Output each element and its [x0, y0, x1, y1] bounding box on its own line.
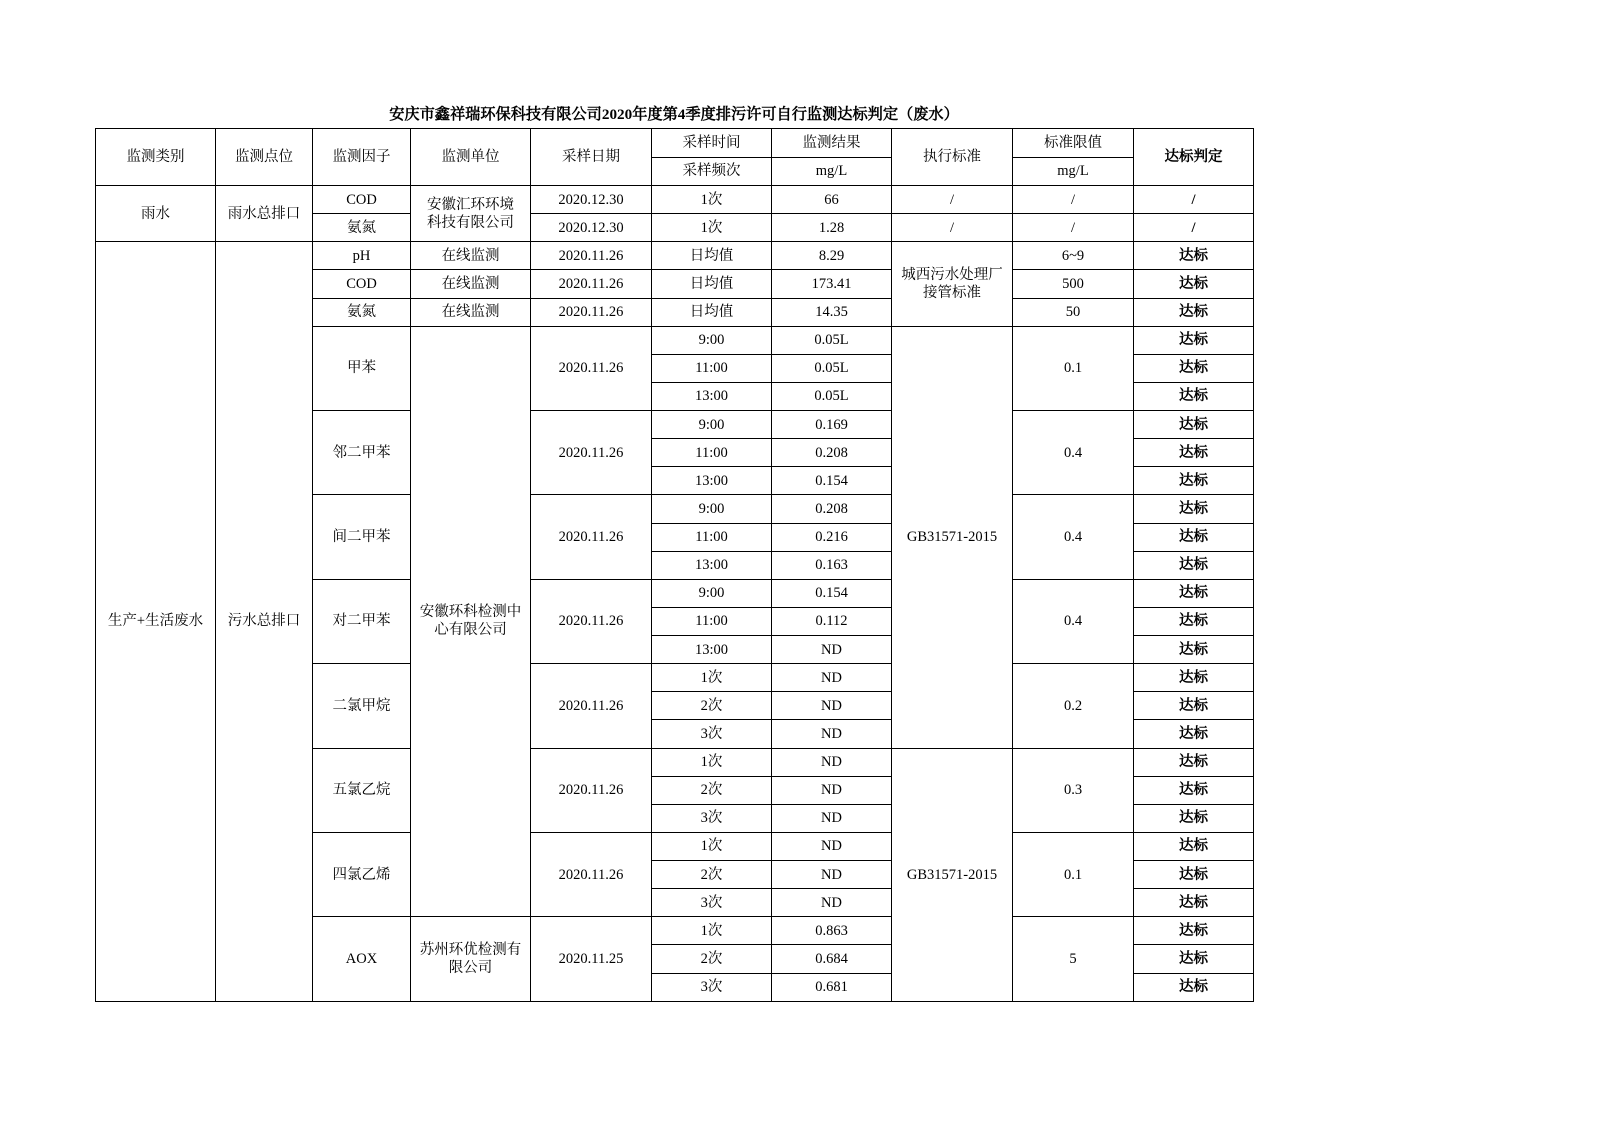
- result-cell: 0.216: [772, 523, 892, 551]
- result-cell: 0.169: [772, 411, 892, 439]
- factor-cell: 四氯乙烯: [313, 832, 411, 916]
- result-cell: 0.163: [772, 551, 892, 579]
- factor-cell: 氨氮: [313, 214, 411, 242]
- time-cell: 日均值: [652, 298, 772, 326]
- result-cell: 0.05L: [772, 382, 892, 410]
- factor-cell: 氨氮: [313, 298, 411, 326]
- date-cell: 2020.11.26: [531, 298, 652, 326]
- result-cell: ND: [772, 832, 892, 860]
- judgement-cell: 达标: [1134, 945, 1254, 973]
- judgement-cell: 达标: [1134, 354, 1254, 382]
- result-cell: 66: [772, 186, 892, 214]
- result-cell: 8.29: [772, 242, 892, 270]
- result-cell: ND: [772, 804, 892, 832]
- table-row: [96, 186, 1254, 214]
- judgement-cell: 达标: [1134, 523, 1254, 551]
- org-cell: 在线监测: [411, 270, 531, 298]
- date-cell: 2020.11.26: [531, 326, 652, 410]
- time-cell: 1次: [652, 917, 772, 945]
- standard-cell: GB31571-2015: [892, 748, 1013, 1001]
- date-cell: 2020.11.26: [531, 495, 652, 579]
- judgement-cell: 达标: [1134, 242, 1254, 270]
- column-header-factor: 监测因子: [313, 129, 411, 186]
- result-cell: 0.05L: [772, 354, 892, 382]
- judgement-cell: 达标: [1134, 439, 1254, 467]
- column-header-category: 监测类别: [96, 129, 216, 186]
- factor-cell: 邻二甲苯: [313, 411, 411, 495]
- org-cell: 在线监测: [411, 242, 531, 270]
- time-cell: 11:00: [652, 523, 772, 551]
- date-cell: 2020.11.26: [531, 270, 652, 298]
- time-cell: 1次: [652, 664, 772, 692]
- date-cell: 2020.11.26: [531, 579, 652, 663]
- column-header-result-unit: mg/L: [772, 157, 892, 186]
- standard-cell: GB31571-2015: [892, 326, 1013, 748]
- time-cell: 日均值: [652, 270, 772, 298]
- judgement-cell: /: [1134, 214, 1254, 242]
- limit-cell: 0.2: [1013, 664, 1134, 748]
- judgement-cell: 达标: [1134, 720, 1254, 748]
- standard-text: 城西污水处理厂接管标准: [901, 266, 1003, 301]
- point-cell: 雨水总排口: [216, 186, 313, 242]
- judgement-cell: 达标: [1134, 607, 1254, 635]
- time-cell: 日均值: [652, 242, 772, 270]
- result-cell: 0.208: [772, 495, 892, 523]
- time-cell: 3次: [652, 973, 772, 1001]
- standard-cell: /: [892, 214, 1013, 242]
- result-cell: ND: [772, 861, 892, 889]
- judgement-cell: 达标: [1134, 776, 1254, 804]
- column-header-limit-unit: mg/L: [1013, 157, 1134, 186]
- judgement-cell: 达标: [1134, 861, 1254, 889]
- time-cell: 11:00: [652, 439, 772, 467]
- result-cell: 0.05L: [772, 326, 892, 354]
- result-cell: 14.35: [772, 298, 892, 326]
- header-row: [96, 129, 1254, 158]
- result-cell: 0.684: [772, 945, 892, 973]
- time-cell: 9:00: [652, 411, 772, 439]
- judgement-cell: 达标: [1134, 467, 1254, 495]
- date-cell: 2020.11.26: [531, 411, 652, 495]
- time-cell: 1次: [652, 748, 772, 776]
- result-cell: 0.154: [772, 579, 892, 607]
- result-cell: ND: [772, 889, 892, 917]
- result-cell: ND: [772, 720, 892, 748]
- column-header-org: 监测单位: [411, 129, 531, 186]
- judgement-cell: 达标: [1134, 382, 1254, 410]
- limit-cell: 6~9: [1013, 242, 1134, 270]
- column-header-limit: 标准限值: [1013, 129, 1134, 158]
- judgement-cell: 达标: [1134, 270, 1254, 298]
- column-header-standard: 执行标准: [892, 129, 1013, 186]
- result-cell: ND: [772, 776, 892, 804]
- result-cell: 0.154: [772, 467, 892, 495]
- result-cell: 0.208: [772, 439, 892, 467]
- column-header-date: 采样日期: [531, 129, 652, 186]
- column-header-judgement: 达标判定: [1134, 129, 1254, 186]
- time-cell: 2次: [652, 692, 772, 720]
- date-cell: 2020.11.25: [531, 917, 652, 1001]
- monitoring-table: [95, 128, 1254, 1002]
- limit-cell: 0.1: [1013, 832, 1134, 916]
- time-cell: 1次: [652, 186, 772, 214]
- time-cell: 1次: [652, 832, 772, 860]
- result-cell: 0.863: [772, 917, 892, 945]
- time-cell: 13:00: [652, 467, 772, 495]
- time-cell: 3次: [652, 889, 772, 917]
- time-cell: 11:00: [652, 607, 772, 635]
- judgement-cell: 达标: [1134, 326, 1254, 354]
- date-cell: 2020.11.26: [531, 664, 652, 748]
- category-cell: 生产+生活废水: [96, 242, 216, 1001]
- result-cell: 1.28: [772, 214, 892, 242]
- standard-cell: [892, 242, 1013, 326]
- limit-cell: /: [1013, 186, 1134, 214]
- time-cell: 2次: [652, 861, 772, 889]
- judgement-cell: 达标: [1134, 832, 1254, 860]
- judgement-cell: 达标: [1134, 579, 1254, 607]
- org-cell: 在线监测: [411, 298, 531, 326]
- point-cell: 污水总排口: [216, 242, 313, 1001]
- judgement-cell: 达标: [1134, 495, 1254, 523]
- factor-cell: 甲苯: [313, 326, 411, 410]
- time-cell: 9:00: [652, 326, 772, 354]
- time-cell: 3次: [652, 720, 772, 748]
- factor-cell: COD: [313, 270, 411, 298]
- result-cell: ND: [772, 692, 892, 720]
- result-cell: ND: [772, 636, 892, 664]
- date-cell: 2020.12.30: [531, 214, 652, 242]
- judgement-cell: 达标: [1134, 804, 1254, 832]
- judgement-cell: 达标: [1134, 298, 1254, 326]
- org-text: 安徽汇环环境科技有限公司: [426, 196, 514, 231]
- judgement-cell: 达标: [1134, 664, 1254, 692]
- time-cell: 13:00: [652, 636, 772, 664]
- column-header-frequency: 采样频次: [652, 157, 772, 186]
- limit-cell: /: [1013, 214, 1134, 242]
- time-cell: 2次: [652, 945, 772, 973]
- date-cell: 2020.11.26: [531, 832, 652, 916]
- limit-cell: 50: [1013, 298, 1134, 326]
- judgement-cell: 达标: [1134, 748, 1254, 776]
- column-header-result: 监测结果: [772, 129, 892, 158]
- judgement-cell: 达标: [1134, 411, 1254, 439]
- time-cell: 3次: [652, 804, 772, 832]
- result-cell: 0.112: [772, 607, 892, 635]
- date-cell: 2020.11.26: [531, 242, 652, 270]
- limit-cell: 0.3: [1013, 748, 1134, 832]
- limit-cell: 0.4: [1013, 411, 1134, 495]
- factor-cell: 对二甲苯: [313, 579, 411, 663]
- time-cell: 2次: [652, 776, 772, 804]
- standard-cell: /: [892, 186, 1013, 214]
- table-row: [96, 242, 1254, 270]
- judgement-cell: 达标: [1134, 917, 1254, 945]
- factor-cell: 五氯乙烷: [313, 748, 411, 832]
- time-cell: 9:00: [652, 579, 772, 607]
- org-cell: [411, 186, 531, 242]
- factor-cell: AOX: [313, 917, 411, 1001]
- column-header-point: 监测点位: [216, 129, 313, 186]
- time-cell: 13:00: [652, 382, 772, 410]
- factor-cell: 间二甲苯: [313, 495, 411, 579]
- factor-cell: 二氯甲烷: [313, 664, 411, 748]
- limit-cell: 500: [1013, 270, 1134, 298]
- org-text: 安徽环科检测中心有限公司: [419, 604, 522, 639]
- judgement-cell: 达标: [1134, 636, 1254, 664]
- limit-cell: 5: [1013, 917, 1134, 1001]
- date-cell: 2020.11.26: [531, 748, 652, 832]
- result-cell: ND: [772, 664, 892, 692]
- limit-cell: 0.4: [1013, 495, 1134, 579]
- result-cell: ND: [772, 748, 892, 776]
- time-cell: 13:00: [652, 551, 772, 579]
- category-cell: 雨水: [96, 186, 216, 242]
- judgement-cell: 达标: [1134, 551, 1254, 579]
- result-cell: 0.681: [772, 973, 892, 1001]
- limit-cell: 0.4: [1013, 579, 1134, 663]
- page-title: 安庆市鑫祥瑞环保科技有限公司2020年度第4季度排污许可自行监测达标判定（废水）: [389, 106, 959, 123]
- judgement-cell: 达标: [1134, 889, 1254, 917]
- org-cell: [411, 326, 531, 917]
- org-cell: [411, 917, 531, 1001]
- org-text: 苏州环优检测有限公司: [419, 941, 522, 976]
- limit-cell: 0.1: [1013, 326, 1134, 410]
- time-cell: 1次: [652, 214, 772, 242]
- date-cell: 2020.12.30: [531, 186, 652, 214]
- judgement-cell: 达标: [1134, 973, 1254, 1001]
- factor-cell: pH: [313, 242, 411, 270]
- judgement-cell: 达标: [1134, 692, 1254, 720]
- result-cell: 173.41: [772, 270, 892, 298]
- time-cell: 9:00: [652, 495, 772, 523]
- factor-cell: COD: [313, 186, 411, 214]
- column-header-time: 采样时间: [652, 129, 772, 158]
- judgement-cell: /: [1134, 186, 1254, 214]
- time-cell: 11:00: [652, 354, 772, 382]
